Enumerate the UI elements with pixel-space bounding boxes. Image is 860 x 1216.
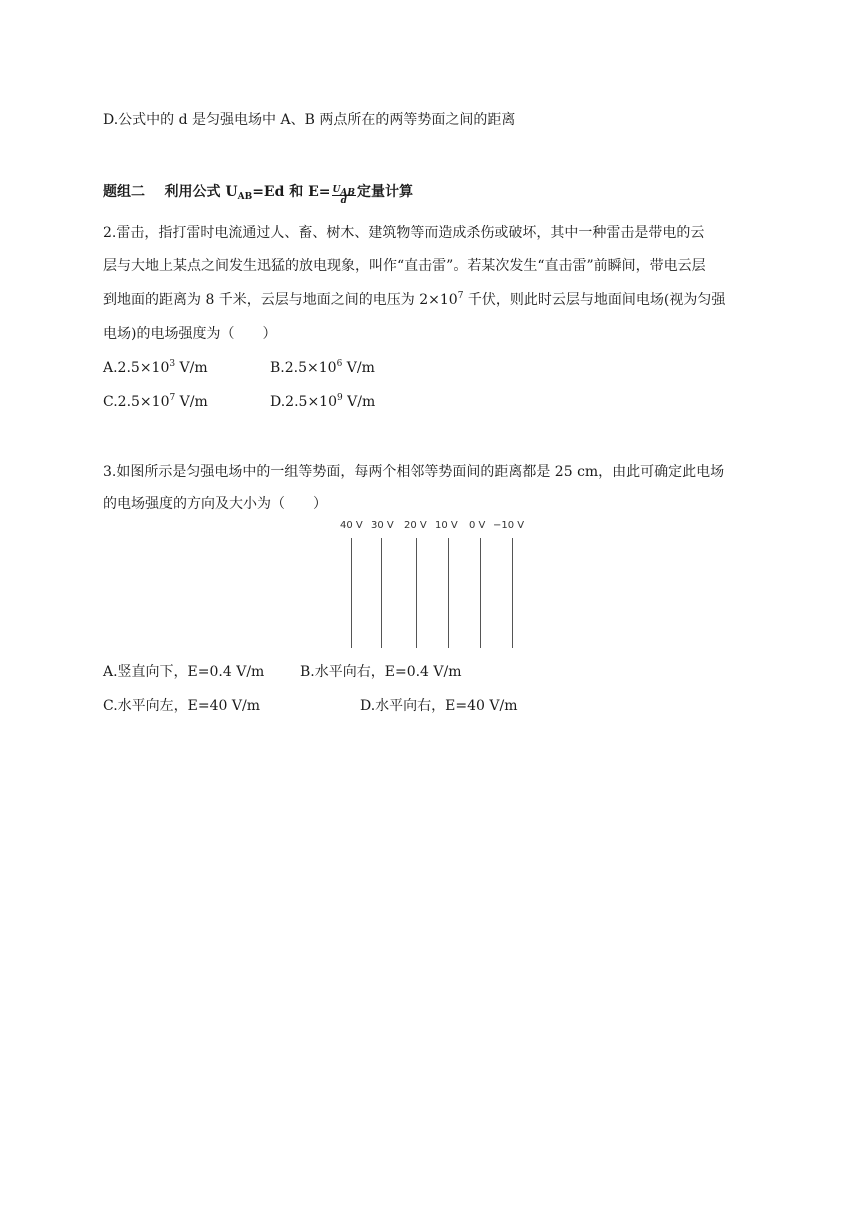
q2-line-2: 层与大地上某点之间发生迅猛的放电现象，叫作“直击雷”。若某次发生“直击雷”前瞬间，带电云层: [103, 258, 706, 274]
q2-option-d-unit: V/m: [342, 394, 376, 410]
q2-option-b-unit: V/m: [342, 360, 375, 376]
q3-line-2: 的电场强度的方向及大小为（ ）: [103, 496, 327, 512]
equipotential-label: 0 V: [469, 520, 486, 531]
equipotential-label: 10 V: [435, 520, 458, 531]
q2-line-4: 电场)的电场强度为（ ）: [103, 326, 277, 342]
q3-option-d: D.水平向右，E=40 V/m: [360, 698, 518, 714]
fraction-denominator: d: [340, 196, 347, 206]
q3-option-c: C.水平向左，E=40 V/m: [103, 698, 260, 714]
equipotential-line: [351, 538, 352, 648]
q2-option-c-exp: 7: [169, 393, 176, 403]
q2-option-a: [103, 358, 208, 378]
equipotential-label: 30 V: [371, 520, 394, 531]
q2-line-3-b: 千伏，则此时云层与地面间电场(视为匀强: [463, 292, 726, 308]
q2-line-3-exp: 7: [457, 291, 464, 301]
q2-line-3: [103, 290, 725, 310]
q2-option-b-base: B.2.5×10: [270, 360, 337, 376]
q2-line-1: 2.雷击，指打雷时电流通过人、畜、树木、建筑物等而造成杀伤或破坏，其中一种雷击是带电的云: [103, 225, 705, 241]
equipotential-label: 40 V: [340, 520, 363, 531]
fraction-numerator-u: U: [332, 185, 341, 195]
q2-option-c-base: C.2.5×10: [103, 394, 170, 410]
fraction-numerator-sub: AB: [340, 188, 355, 198]
section-title-main: 利用公式 U: [164, 184, 238, 200]
q2-option-b: [270, 358, 375, 378]
q2-option-d-base: D.2.5×10: [270, 394, 337, 410]
equipotential-line: [512, 538, 513, 648]
section-title-suffix: 定量计算: [356, 184, 413, 200]
equipotential-line: [448, 538, 449, 648]
fraction-numerator: [332, 185, 356, 196]
section-title-mid: =Ed 和 E=: [252, 184, 331, 200]
equipotential-label: −10 V: [493, 520, 525, 531]
q1-option-d: D.公式中的 d 是匀强电场中 A、B 两点所在的两等势面之间的距离: [103, 112, 516, 128]
section-title: [103, 182, 413, 206]
section-prefix: 题组二: [103, 184, 145, 200]
q2-option-a-exp: 3: [169, 359, 176, 369]
q3-line-1: 3.如图所示是匀强电场中的一组等势面，每两个相邻等势面间的距离都是 25 cm，由此可确定此电场: [103, 464, 725, 480]
q2-line-3-a: 到地面的距离为 8 千米，云层与地面之间的电压为 2×10: [103, 292, 458, 308]
q2-option-a-base: A.2.5×10: [103, 360, 170, 376]
equipotential-label: 20 V: [404, 520, 427, 531]
q2-option-d-exp: 9: [337, 393, 343, 403]
q2-option-c-unit: V/m: [175, 394, 208, 410]
formula-fraction: [332, 185, 356, 206]
equipotential-line: [381, 538, 382, 648]
q3-option-b: B.水平向右，E=0.4 V/m: [300, 664, 462, 680]
equipotential-figure: [336, 520, 526, 652]
q2-option-c: [103, 392, 208, 412]
q3-option-a: A.竖直向下，E=0.4 V/m: [103, 664, 265, 680]
equipotential-line: [480, 538, 481, 648]
q2-option-b-exp: 6: [336, 359, 343, 369]
section-title-sub: AB: [237, 192, 253, 202]
equipotential-line: [416, 538, 417, 648]
q2-option-a-unit: V/m: [175, 360, 208, 376]
q2-option-d: [270, 392, 375, 412]
